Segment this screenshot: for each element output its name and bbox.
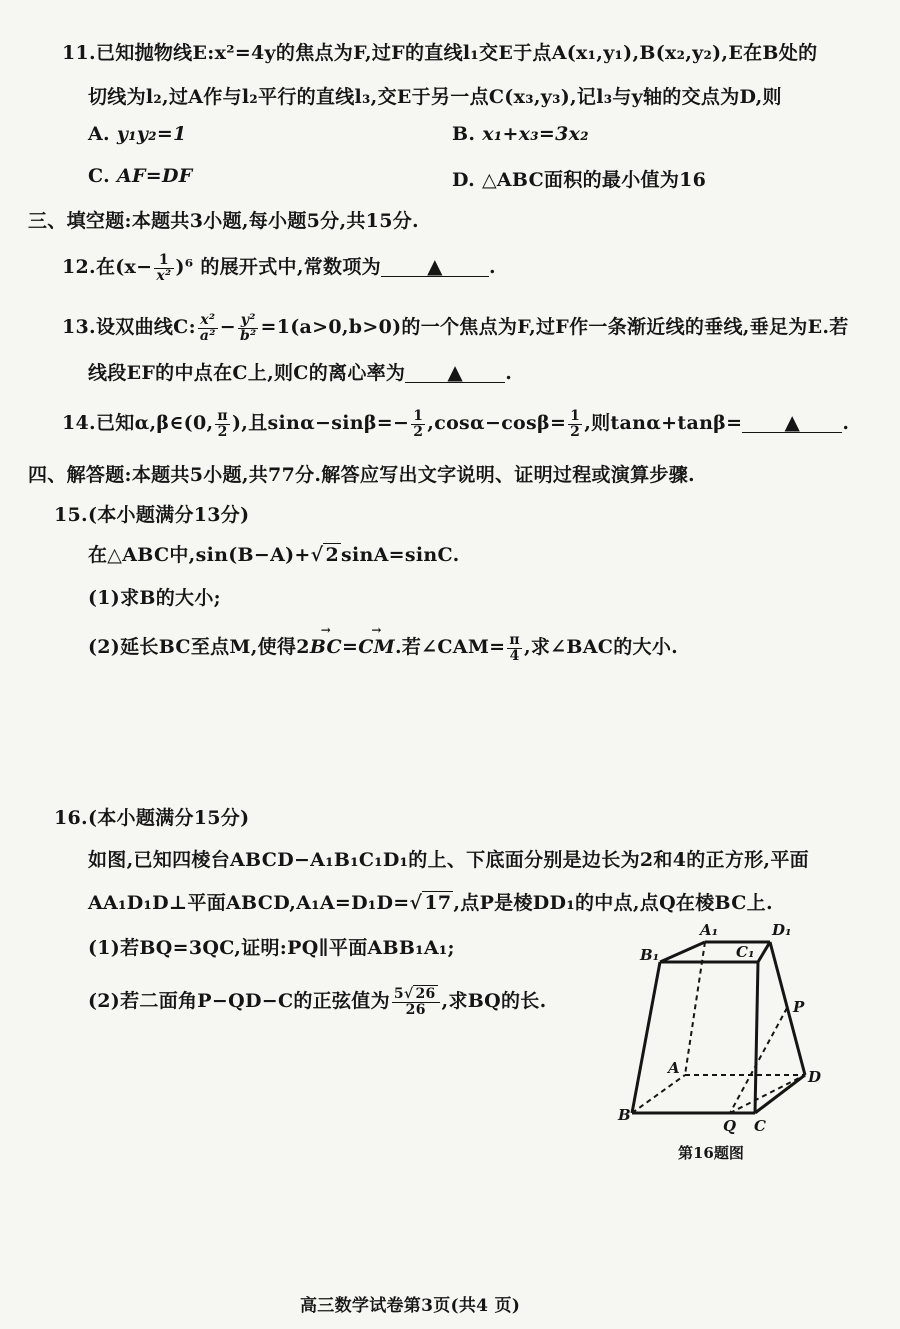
q16-part2-a: (2)若二面角P−QD−C的正弦值为	[88, 990, 390, 1012]
figure-caption: 第16题图	[678, 1144, 744, 1162]
fraction-denominator: 2	[217, 423, 228, 440]
q13-number: 13.	[62, 316, 96, 338]
q16-part1: (1)若BQ=3QC,证明:PQ∥平面ABB₁A₁;	[88, 937, 455, 959]
q11-text-1: 已知抛物线E:x²=4y的焦点为F,过F的直线l₁交E于点A(x₁,y₁),B(x₂,y₂),E在B处的	[95, 42, 818, 64]
fraction-denominator: b²	[239, 327, 257, 344]
vector-label: CM	[358, 636, 395, 658]
q15-part1: (1)求B的大小;	[88, 587, 221, 609]
q15-part2	[88, 623, 679, 664]
q14-number: 14.	[62, 412, 96, 434]
fraction-numerator: π	[509, 631, 520, 648]
fraction-numerator: 1	[570, 407, 581, 424]
q14-fraction-pi	[215, 409, 230, 440]
page-footer: 高三数学试卷第3页(共4 页)	[300, 1296, 521, 1316]
fraction-numerator: y²	[238, 313, 259, 329]
triangle-icon: ▲	[427, 254, 443, 278]
sqrt-symbol: √	[310, 544, 324, 566]
sqrt-symbol: √	[403, 985, 414, 1002]
q11-line2: 切线为l₂,过A作与l₂平行的直线l₃,交E于另一点C(x₃,y₃),记l₃与y轴的交点为D,则	[88, 86, 782, 108]
q15-stem-a: 在△ABC中,sin(B−A)+	[88, 544, 311, 566]
q12-number: 12.	[62, 256, 96, 278]
q13-line1	[62, 312, 849, 344]
option-text: y₁y₂=1	[116, 123, 187, 145]
q15-stem	[88, 540, 460, 567]
q11-number: 11.	[62, 42, 96, 64]
option-text: △ABC面积的最小值为16	[481, 169, 707, 191]
label-c: C	[754, 1117, 766, 1135]
q14-fraction-half-1	[411, 409, 425, 440]
segment-q-d	[730, 1075, 805, 1113]
edge-b-a	[632, 1075, 685, 1113]
edge-c-d	[755, 1075, 805, 1113]
q16-stem2-a: AA₁D₁D⊥平面ABCD,A₁A=D₁D=	[88, 892, 410, 914]
fraction-numerator	[392, 987, 440, 1003]
q15-header: 15.(本小题满分13分)	[54, 504, 250, 526]
q15-fraction-angle	[507, 633, 522, 664]
edge-c1-c	[755, 962, 758, 1113]
triangle-icon: ▲	[784, 410, 801, 434]
fraction-numerator: π	[217, 407, 228, 424]
option-label: D.	[452, 169, 476, 191]
fraction-denominator: 2	[413, 423, 424, 440]
q13-line2	[88, 358, 512, 385]
vector-cm	[358, 623, 395, 658]
q15-part2-c: ,求∠BAC的大小.	[523, 636, 679, 658]
q15-part2-a: (2)延长BC至点M,使得2	[88, 636, 310, 658]
q14-fraction-half-2	[568, 409, 582, 440]
equals-sign: =	[341, 636, 359, 658]
q11-option-a	[88, 123, 187, 145]
q13-end: .	[505, 362, 513, 384]
vector-arrow-icon: →	[371, 623, 382, 637]
edge-b1-a1	[660, 942, 705, 962]
fraction-numerator: 1	[413, 407, 424, 424]
vector-bc	[309, 623, 342, 658]
fraction-denominator: 26	[405, 1001, 426, 1018]
option-label: C.	[88, 165, 111, 187]
q12-end: .	[488, 256, 496, 278]
option-label: A.	[88, 123, 110, 145]
q16-header: 16.(本小题满分15分)	[54, 807, 250, 829]
q16-stem-2	[88, 888, 773, 915]
q12-answer-blank	[381, 256, 489, 277]
label-a: A	[668, 1059, 680, 1077]
label-a1: A₁	[700, 921, 719, 939]
q16-stem-1: 如图,已知四棱台ABCD−A₁B₁C₁D₁的上、下底面分别是边长为2和4的正方形,平面	[88, 849, 809, 871]
segment-p-q	[730, 1008, 787, 1113]
option-label: B.	[452, 123, 476, 145]
fraction-numerator: 1	[154, 253, 173, 269]
q12-text-pre: 在(x−	[95, 256, 153, 278]
q15-sqrt-value: 2	[325, 544, 339, 566]
numerator-radicand: 26	[415, 985, 436, 1002]
q12	[62, 252, 496, 284]
q14-text-post: ,则tanα+tanβ=	[584, 412, 743, 434]
q14-answer-blank	[742, 412, 842, 433]
label-p: P	[793, 998, 805, 1016]
q11-option-c	[88, 165, 193, 187]
q11-option-d	[452, 165, 706, 192]
q16-fraction-sine	[392, 987, 440, 1018]
edge-b1-b	[632, 962, 660, 1113]
q14-text-pre: 已知α,β∈(0,	[95, 412, 214, 434]
fraction-denominator: 4	[509, 647, 520, 664]
fraction-denominator: a²	[199, 327, 216, 344]
fraction-denominator: 2	[570, 423, 581, 440]
fraction-denominator: x²	[156, 267, 172, 284]
label-d: D	[808, 1068, 822, 1086]
q11-option-b	[452, 123, 589, 145]
frustum-figure	[600, 915, 850, 1175]
option-text: AF=DF	[116, 165, 193, 187]
vector-arrow-icon: →	[320, 623, 332, 637]
fraction-numerator: x²	[198, 313, 218, 329]
vector-label: BC	[309, 636, 342, 658]
q14-text-mid2: ,cosα−cosβ=	[427, 412, 567, 434]
q13-text-pre: 设双曲线C:	[95, 316, 196, 338]
q12-fraction	[154, 253, 173, 284]
q12-text-post: )⁶ 的展开式中,常数项为	[175, 256, 381, 278]
q16-part2-b: ,求BQ的长.	[441, 990, 547, 1012]
section4-heading: 四、解答题:本题共5小题,共77分.解答应写出文字说明、证明过程或演算步骤.	[28, 464, 695, 486]
q13-text-post: =1(a>0,b>0)的一个焦点为F,过F作一条渐近线的垂线,垂足为E.若	[260, 316, 849, 338]
q16-sqrt-value: 17	[424, 892, 452, 914]
q13-minus: −	[219, 316, 236, 338]
edge-c1-d1	[758, 942, 770, 962]
option-text: x₁+x₃=3x₂	[482, 123, 589, 145]
q13-answer-blank	[405, 362, 505, 383]
q14-text-mid1: ),且sinα−sinβ=−	[231, 412, 410, 434]
numerator-coefficient: 5	[393, 985, 404, 1002]
label-q: Q	[723, 1117, 737, 1135]
q13-text-2: 线段EF的中点在C上,则C的离心率为	[88, 362, 406, 384]
q13-fraction-x	[198, 313, 218, 344]
q14-end: .	[842, 412, 850, 434]
label-b: B	[618, 1106, 631, 1124]
label-c1: C₁	[736, 943, 755, 961]
q15-part2-b: .若∠CAM=	[394, 636, 506, 658]
q14	[62, 408, 849, 440]
label-b1: B₁	[640, 946, 660, 964]
label-d1: D₁	[772, 921, 792, 939]
q13-fraction-y	[238, 313, 259, 344]
sqrt-symbol: √	[409, 892, 423, 914]
section3-heading: 三、填空题:本题共3小题,每小题5分,共15分.	[28, 210, 419, 232]
q16-stem2-b: ,点P是棱DD₁的中点,点Q在棱BC上.	[453, 892, 773, 914]
q16-part2	[88, 986, 547, 1018]
q15-stem-b: sinA=sinC.	[340, 544, 460, 566]
q11-line1	[62, 38, 817, 65]
triangle-icon: ▲	[447, 360, 464, 384]
